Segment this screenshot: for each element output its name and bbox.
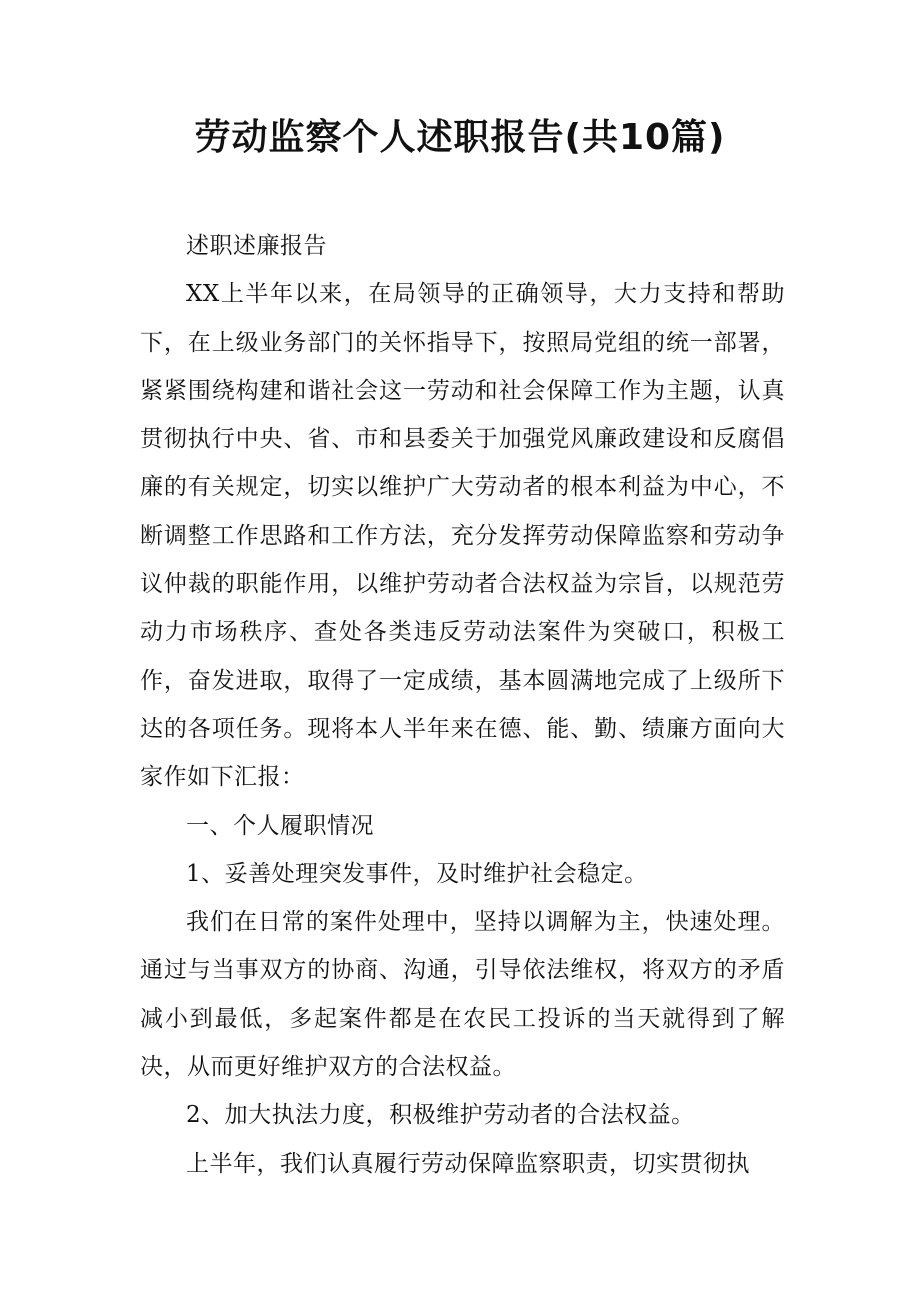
- subsection-heading: 1、妥善处理突发事件，及时维护社会稳定。: [186, 860, 648, 887]
- paragraph: XX上半年以来，在局领导的正确领导，大力支持和帮助下，在上级业务部门的关怀指导下，按照局党组的统一部署，紧紧围绕构建和谐社会这一劳动和社会保障工作为主题，认真贯彻执行中央、省、市和县委关于加强党风廉政建设和反腐倡廉的有关规定，切实以维护广大劳动者的根本利益为中心，不断调整工作思路和工作方法，充分发挥劳动保障监察和劳动争议仲裁的职能作用，以维护劳动者合法权益为宗旨，以规范劳动力市场秩序、查处各类违反劳动法案件为突破口，积极工作，奋发进取，取得了一定成绩，基本圆满地完成了上级所下达的各项任务。现将本人半年来在德、能、勤、绩廉方面向大家作如下汇报：: [140, 281, 785, 791]
- paragraph-heading: 述职述廉报告: [186, 233, 327, 259]
- document-body: [140, 222, 785, 1188]
- paragraph: 上半年，我们认真履行劳动保障监察职责，切实贯彻执: [186, 1150, 750, 1177]
- paragraph: 我们在日常的案件处理中，坚持以调解为主，快速处理。通过与当事双方的协商、沟通，引导依法维权，将双方的矛盾减小到最低，多起案件都是在农民工投诉的当天就得到了解决，从而更好维护双方的合法权益。: [140, 909, 785, 1081]
- subsection-heading: 2、加大执法力度，积极维护劳动者的合法权益。: [186, 1102, 695, 1129]
- section-heading: 一、个人履职情况: [186, 812, 374, 839]
- document-title: 劳动监察个人述职报告(共10篇): [194, 117, 726, 158]
